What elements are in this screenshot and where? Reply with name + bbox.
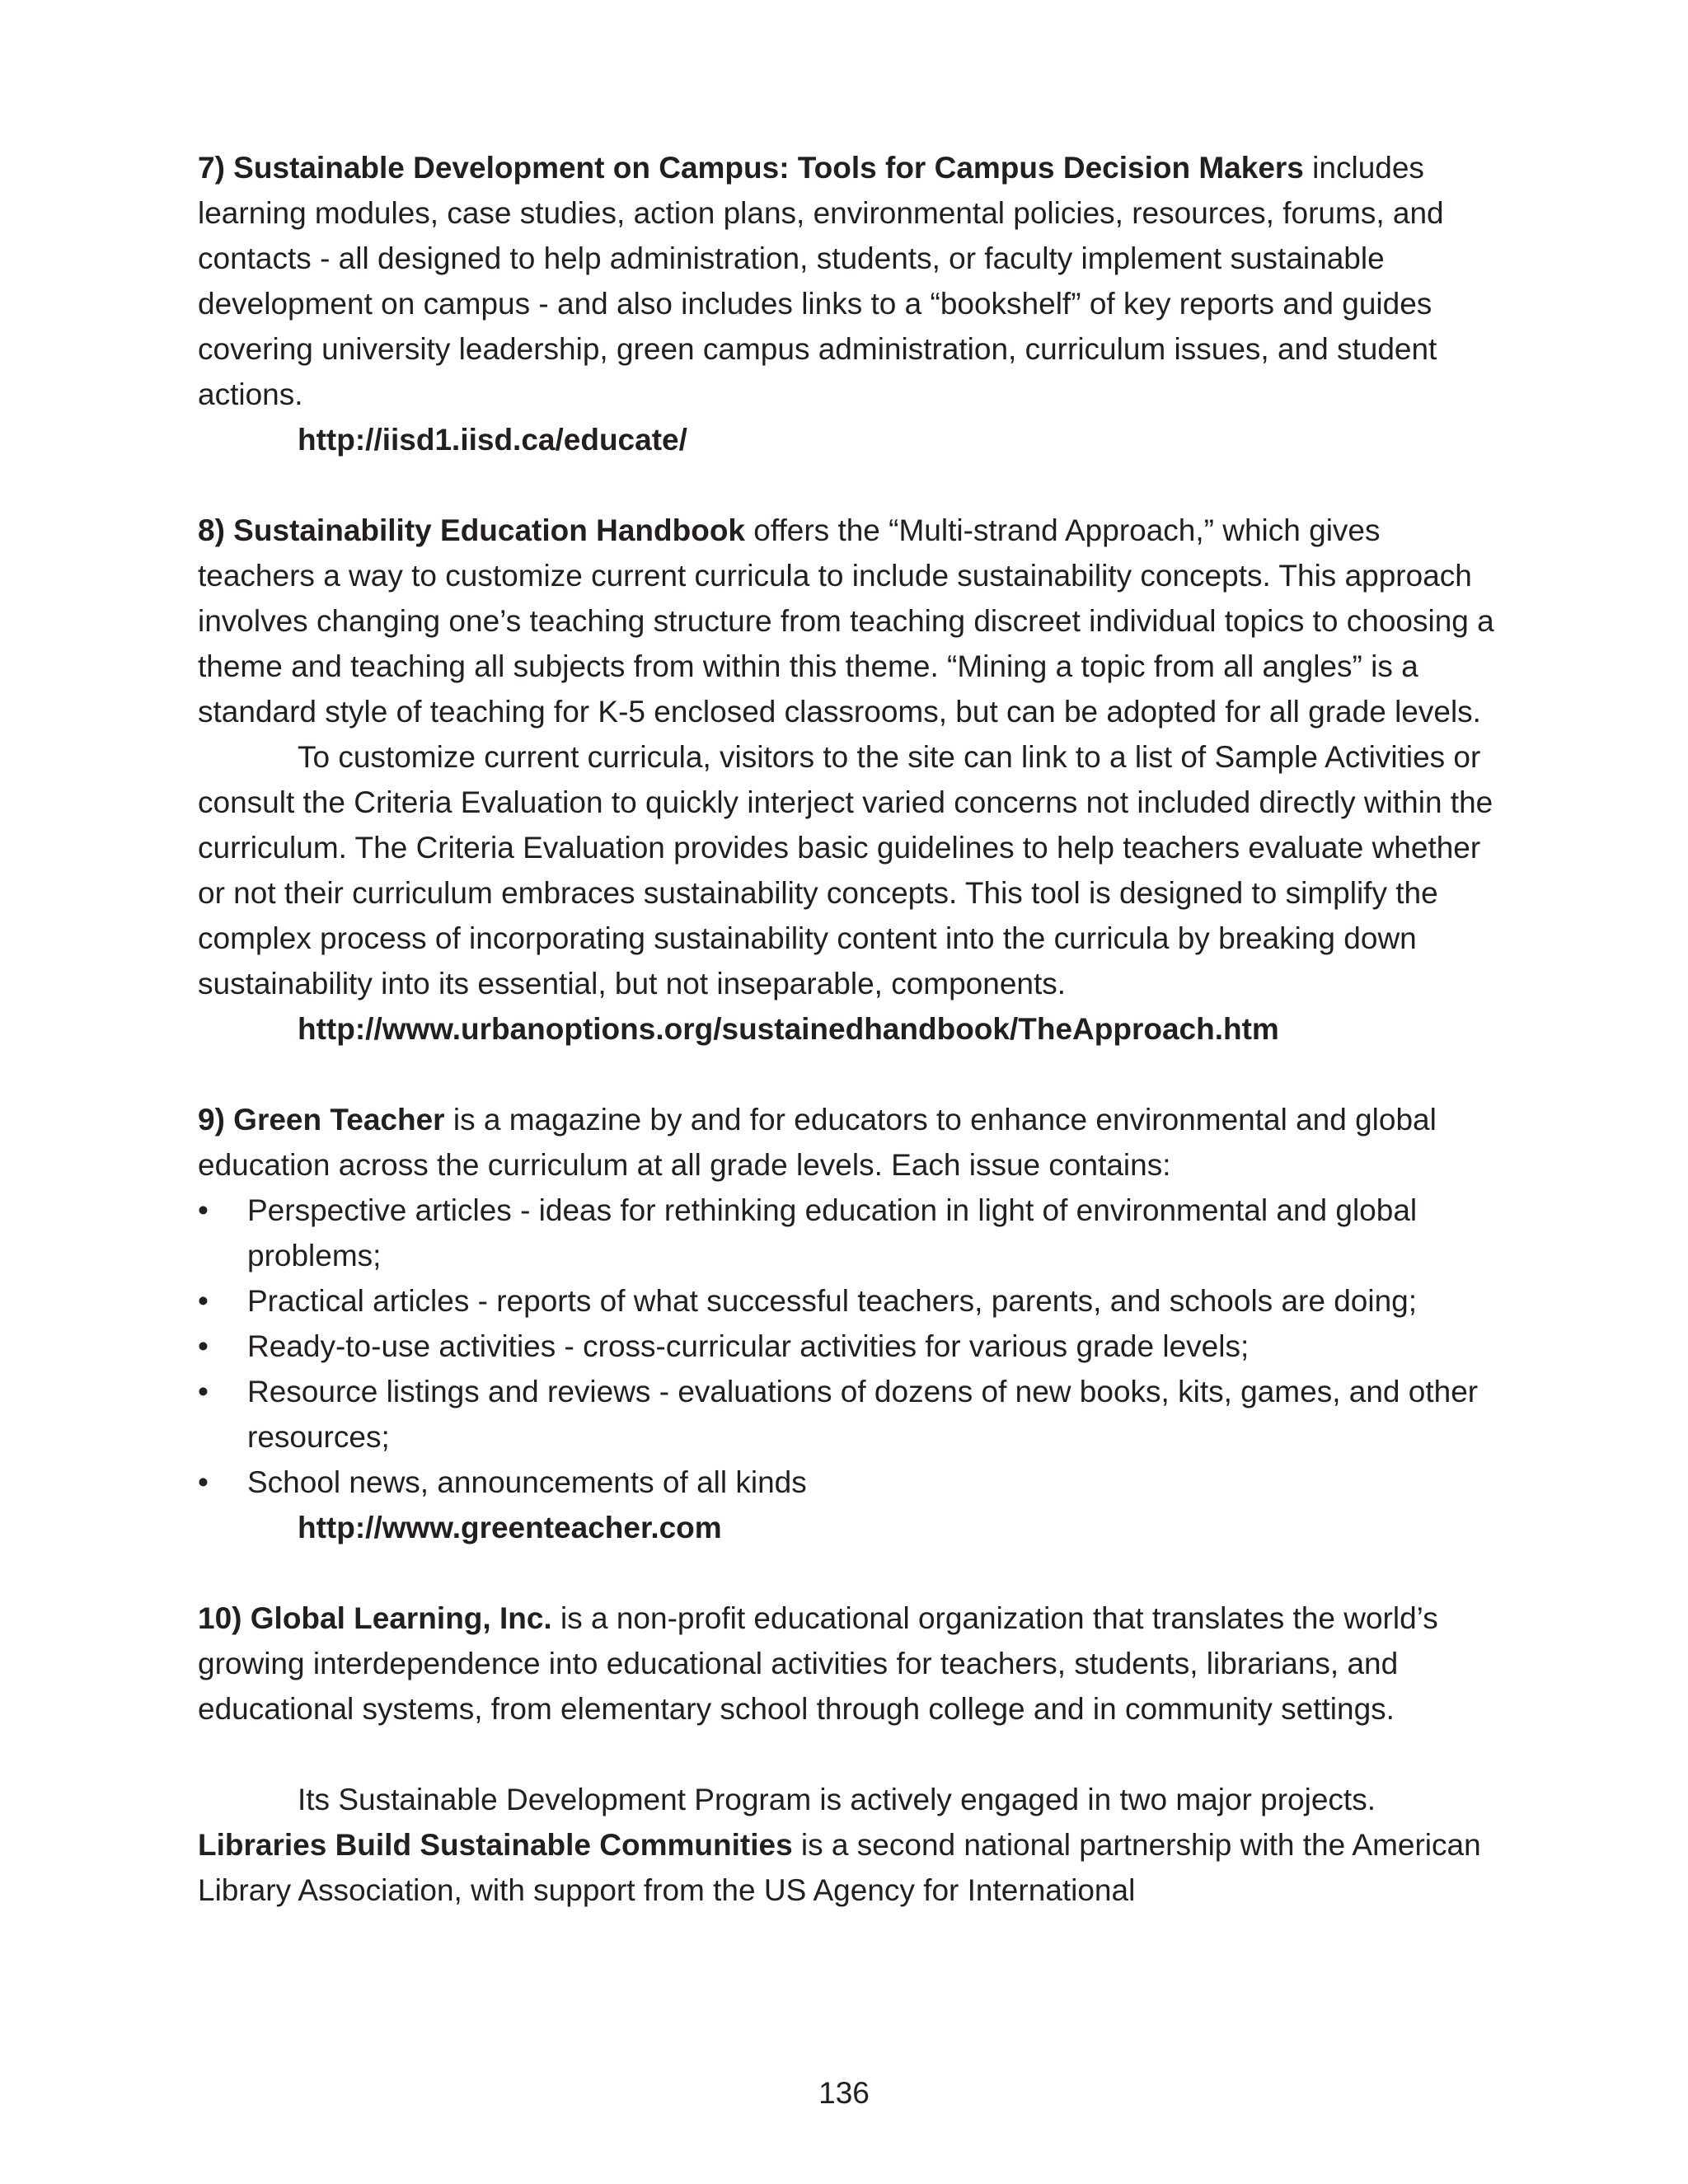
spacer [198, 462, 1500, 508]
list-item [198, 1460, 1500, 1505]
bullet-icon: • [198, 1193, 209, 1227]
section-9-bullet-list [198, 1188, 1500, 1505]
section-10-paragraph-3 [198, 1822, 1500, 1913]
page-number: 136 [818, 2076, 870, 2110]
list-item [198, 1369, 1500, 1460]
bullet-icon: • [198, 1375, 209, 1408]
section-9-paragraph [198, 1097, 1500, 1188]
section-7-title: 7) Sustainable Development on Campus: Tools for Campus Decision Makers [198, 151, 1304, 185]
list-item-text: Practical articles - reports of what successful teachers, parents, and schools are doing; [247, 1284, 1418, 1318]
section-9-title: 9) Green Teacher [198, 1103, 445, 1137]
section-10-subtitle: Libraries Build Sustainable Communities [198, 1828, 793, 1862]
list-item-text: School news, announcements of all kinds [247, 1465, 807, 1499]
list-item [198, 1324, 1500, 1369]
section-8-url[interactable]: http://www.urbanoptions.org/sustainedhandbook/TheApproach.htm [298, 1012, 1279, 1046]
bullet-icon: • [198, 1465, 209, 1499]
list-item [198, 1188, 1500, 1278]
section-10-sub-body: is a second national partnership with the American Library Association, with support from the US Agency for International [198, 1828, 1481, 1907]
document-page [198, 145, 1500, 1913]
spacer [198, 1550, 1500, 1596]
section-10-paragraph [198, 1596, 1500, 1732]
spacer [198, 1052, 1500, 1097]
section-7-body: includes learning modules, case studies, action plans, environmental policies, resources, forums, and contacts - all designed to help administration, students, or faculty implement sustainable development on campus - and also includes links to a “bookshelf” of key reports and guides covering university leadership, green campus administration, curriculum issues, and student actions. [198, 151, 1444, 411]
section-7-url[interactable]: http://iisd1.iisd.ca/educate/ [298, 423, 687, 457]
section-10-paragraph-2: Its Sustainable Development Program is actively engaged in two major projects. [298, 1783, 1376, 1816]
bullet-icon: • [198, 1329, 209, 1363]
section-7-paragraph [198, 145, 1500, 417]
section-10-body: is a non-profit educational organization that translates the world’s growing interdependence into educational activities for teachers, students, librarians, and educational systems, from elementary school through college and in community settings. [198, 1601, 1438, 1726]
section-10-title: 10) Global Learning, Inc. [198, 1601, 552, 1635]
bullet-icon: • [198, 1284, 209, 1318]
list-item-text: Resource listings and reviews - evaluations of dozens of new books, kits, games, and other resources; [247, 1375, 1479, 1454]
list-item-text: Perspective articles - ideas for rethinking education in light of environmental and global problems; [247, 1193, 1418, 1272]
section-8-paragraph-2: To customize current curricula, visitors to the site can link to a list of Sample Activities or consult the Criteria Evaluation to quickly interject varied concerns not included directly within the curriculum. The Criteria Evaluation provides basic guidelines to help teachers evaluate whether or not their curriculum embraces sustainability concepts. This tool is designed to simplify the complex process of incorporating sustainability content into the curricula by breaking down sustainability into its essential, but not inseparable, components. [198, 740, 1493, 1001]
section-8-paragraph [198, 508, 1500, 734]
list-item [198, 1278, 1500, 1324]
section-8-title: 8) Sustainability Education Handbook [198, 513, 746, 547]
section-9-url[interactable]: http://www.greenteacher.com [298, 1511, 722, 1544]
section-8-body: offers the “Multi-strand Approach,” which gives teachers a way to customize current curricula to include sustainability concepts. This approach involves changing one’s teaching structure from teaching discreet individual topics to choosing a theme and teaching all subjects from within this theme. “Mining a topic from all angles” is a standard style of teaching for K-5 enclosed classrooms, but can be adopted for all grade levels. [198, 513, 1494, 729]
list-item-text: Ready-to-use activities - cross-curricular activities for various grade levels; [247, 1329, 1250, 1363]
spacer [198, 1732, 1500, 1777]
section-9-body: is a magazine by and for educators to enhance environmental and global education across the curriculum at all grade levels. Each issue contains: [198, 1103, 1437, 1182]
